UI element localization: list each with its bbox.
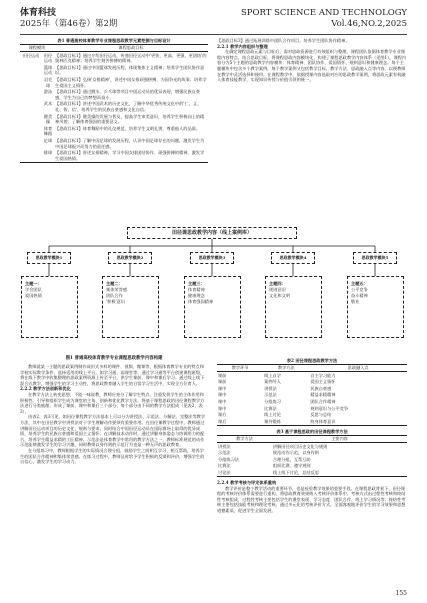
table3-cell: 规范动作示范，以身作则 bbox=[272, 450, 319, 456]
table-row bbox=[217, 385, 407, 392]
table1-cell-goal: 【思政目标1】通过中国篮球发展历程，体现集体主义精神；培养学生团队协作意识。 bbox=[55, 64, 205, 76]
table2-cell: 线上讨论 bbox=[264, 412, 281, 418]
table3-cell: 合理分组，互帮互助 bbox=[272, 456, 311, 462]
table3-col-content: 主要内容 bbox=[272, 435, 407, 443]
table-row bbox=[217, 463, 407, 470]
figure1-sub-2-line: 团队合作 bbox=[106, 293, 123, 298]
table2-cell: 自主学习能力 bbox=[310, 372, 336, 378]
table2-cell: 爱国主义情怀 bbox=[310, 379, 336, 385]
table2-cell: 课后 bbox=[218, 418, 227, 424]
figure1-sub-4 bbox=[265, 276, 322, 338]
figure1-module-3: 思政教学模块3 bbox=[190, 252, 234, 264]
left-paragraph-1: 教师就某一主题的思政案例制作成形式多样的课件、视频、微课等，根据体育教学专业的特点和学校实际教学条件，选择适用的线上平台，如学习通、雨课堂等，通过学习通等平台创建课程班级，将在线下教学中收集整理的思政案例资源上传至平台，供学生课前、课中和课后学习。通过线上线下混合式教学，增强学生的学习主动性，将思政教育融入学生的日常学习生活中，实现全方位育人。 bbox=[20, 364, 205, 386]
journal-header-left bbox=[20, 8, 117, 30]
table1-cell-module bbox=[20, 101, 42, 113]
table-row bbox=[20, 64, 208, 76]
table1-cell-module bbox=[20, 138, 42, 150]
figure1-sub-3-head: 主题三： bbox=[188, 281, 205, 286]
table1-col-goal: 课程思政目标 bbox=[54, 44, 208, 52]
table2 bbox=[217, 364, 407, 426]
figure1-sub-4-line: 文化和文明 bbox=[269, 293, 290, 298]
table-row bbox=[217, 450, 407, 457]
sec-2-2-1-text: 在确定课程思政元素与目标后，需对思政资源进行有效组织与整理。课程团队依据体育教学专业课程内容特点，结合思政目标，将课程思政内容模块化，构建了课程思政教学内容体系（见图1）。课程内容分为5个主题的思政教学内容模块：体育精神、团队协作、爱国情怀、规则意识和健康理念。每个主题模块中包含多个教学案例，每个教学案例又包括教学目标、教学方法、思政融入点等内容，以便教师在教学中灵活选择和使用。在课程教学中，依据授课内容选取对应的思政教学案例，将思政元素有机融入体育技能教学，实现知识传授与价值引领的统一。 bbox=[217, 49, 407, 83]
journal-name-en: SPORT SCIENCE AND TECHNOLOGY bbox=[240, 8, 407, 18]
figure1-sub-3-line: 体育强国精神 bbox=[188, 299, 214, 304]
table1-cell-sub: 篮球运动 bbox=[43, 64, 53, 76]
table2-cell: 规则意识与公平竞争 bbox=[310, 405, 349, 411]
table2-col-point: 思政融入点 bbox=[309, 364, 407, 372]
figure1-sub-3 bbox=[184, 276, 241, 338]
right-paragraph-2: 教学评价是整个教学活动的重要环节，也是检验教学效果的重要手段。在课程思政背景下，田径课程的考核评价体系需要进行重构，将思政教育效果纳入考核评价体系中。考核方式由过程性考核和终结性考核组成，过程性考核主要包括学生的课堂表现、学习态度、团队合作、线上学习情况等；终结性考核主要包括技能考核和理论考核。通过多元化的考核评价方式，全面客观地评价学生的学习效果和思想道德素质，促进学生全面发展。 bbox=[217, 485, 406, 514]
table2-cell: 课中 bbox=[218, 392, 227, 398]
figure1-sub-5-head: 主题五： bbox=[351, 281, 368, 286]
figure1-sub-1-line: 学会团队 bbox=[25, 287, 42, 292]
table2-cell: 终身体育意识 bbox=[310, 418, 336, 424]
figure1-sub-5-line: 公平竞争 bbox=[351, 287, 368, 292]
table1-cell-goal: 【思政目标1】通过跳水、乒乓球等项目中国运动员的优异表现，增强民族自豪感，学生为自己的梦想而奋斗。 bbox=[55, 89, 201, 100]
table2-cell: 线上自学 bbox=[264, 372, 281, 378]
table-row bbox=[20, 89, 208, 101]
figure1-sub-3-line: 体育精神 bbox=[188, 287, 205, 292]
table-row bbox=[20, 113, 208, 125]
table1-cell-module bbox=[20, 64, 42, 76]
table1-cell-module: 田径运动 bbox=[22, 52, 40, 58]
right-bottom-block bbox=[217, 358, 407, 586]
table2-title: 表2 田径课程思政教学方法 bbox=[286, 358, 338, 363]
sec-2-2-1-heading: 2.2.1 教学内容组织与整理 bbox=[217, 43, 268, 49]
table2-cell: 团队合作精神 bbox=[310, 399, 336, 405]
table2-cell: 示范法 bbox=[264, 392, 277, 398]
right-top-goal: 【思政目标3】通过拓展训练中团队合作项目，培养学生团队协作精神。 bbox=[217, 38, 350, 43]
table3-title: 表3 基于课程思政的田径课程教学方法 bbox=[276, 428, 348, 434]
table-row bbox=[217, 456, 407, 463]
table1-cell-goal: 【思政目标1】讲述女排精神，学习中国女排团结协作、顽强拼搏的精神，激发学生爱国热情。 bbox=[55, 150, 205, 161]
sec-2-2-4-heading: 2.2.4 教学考核与评定体系重构 bbox=[217, 480, 277, 486]
table-row bbox=[217, 418, 407, 425]
table2-cell: 课后 bbox=[218, 412, 227, 418]
table2-cell: 课前 bbox=[218, 379, 227, 385]
table2-cell: 课外锻炼 bbox=[264, 418, 281, 424]
journal-header-right bbox=[241, 8, 407, 30]
table-row bbox=[20, 77, 208, 89]
table1-cell-goal: 【思政目标1】通过介绍田径运动，传递田径运动中'更快、更高、更强、更团结'的奥林匹克精神；培养学生刻苦拼搏的精神。 bbox=[55, 52, 207, 64]
journal-name-cn: 体育科技 bbox=[20, 8, 57, 18]
table2-cell: 分组练习 bbox=[264, 399, 281, 405]
table1-cell-module bbox=[20, 113, 42, 125]
figure1-sub-3-line: 健康理念 bbox=[188, 293, 205, 298]
table1-cell-sub: 羽毛球 bbox=[43, 77, 53, 88]
figure1-module-4: 思政教学模块4 bbox=[271, 252, 315, 264]
figure1-sub-5-line: 奋斗精神 bbox=[351, 293, 368, 298]
table-row bbox=[217, 405, 407, 412]
table1-cell-goal: 【思政目标1】了解中国足球的发展历程，认识中国足球存在的问题，激发学生为中国足球振兴而努力的责任感。 bbox=[55, 138, 205, 149]
table1-cell-module bbox=[20, 150, 42, 163]
figure1-sub-5 bbox=[347, 276, 404, 338]
table-row bbox=[217, 443, 407, 450]
table-row bbox=[20, 125, 208, 137]
table2-cell: 课中 bbox=[218, 399, 227, 405]
left-paragraph-2: 在教学方法上转变思想，不能一味说教，教师应充分了解学生特点，注重发挥学生的主体作用和积极性。引导和组织学生成为课堂的主角，创新和优化教学方法。将基于课程思政的田径课程教学方法进行分类梳理，形成了课前、课中和课后三个部分，每个部分由不同的教学方法组成（见表2、表3）。 bbox=[20, 391, 205, 414]
figure1-sub-1 bbox=[21, 276, 78, 338]
table2-cell: 课中 bbox=[218, 405, 227, 411]
table2-cell: 讲授法 bbox=[264, 385, 277, 391]
table-row bbox=[20, 150, 208, 163]
table1-cell-sub: 武术 bbox=[43, 101, 53, 107]
table1-cell-module bbox=[20, 89, 42, 101]
figure1-sub-2-line: 集体荣誉感 bbox=[106, 287, 127, 292]
table1-cell-goal: 【思政目标1】讲述中国武术的历史文化，了解中华优秀传统文化中的'仁、义、礼、智、信'，培养学生的民族自豪感和文化自信。 bbox=[55, 101, 202, 113]
table-row bbox=[20, 101, 208, 113]
table1-cell-goal: 【思政目标1】健美操的发展与普及，提高学生审美意识，培养学生积极向上的精神风貌；了解体育强国的重要意义。 bbox=[55, 113, 205, 125]
table-row bbox=[217, 470, 407, 477]
sec-2-2-2-heading: 2.2.2 教学方法创新和优化 bbox=[20, 386, 71, 392]
figure1-sub-2-head: 主题二： bbox=[106, 281, 123, 286]
page-number: 155 bbox=[395, 590, 407, 597]
table3-col-method: 教学方法 bbox=[217, 435, 272, 443]
table3-cell: 讲解田径项目历史文化与规则 bbox=[272, 443, 328, 449]
figure1-sub-1-head: 主题一： bbox=[25, 281, 42, 286]
left-paragraph-4: 在分组练习中，教师根据学生的实际情况合理分组，鼓励学生之间相互学习、相互帮助，培养学生的团队合作精神和集体荣誉感。在练习过程中，教师及时给予学生积极的反馈和评价，增强学生的自信心，激发学生的学习动力。 bbox=[20, 447, 205, 465]
table1-cell-sub: 体育舞蹈 bbox=[43, 125, 53, 137]
table1-cell-sub: 田径运动 bbox=[43, 52, 53, 64]
left-paragraph-3: 由表2、表3可见，如田径课程教学方法基本上可以分为讲授法、示范法、分解法、完整法等教学方法，其中在田径教学中讲授法对于学生理解动作要领有重要作用。在田径课教学过程中，教师通过讲解田径运动项目的历史文化、规则与要求，同时结合中国田径运动员在国际赛场上取得的优异成绩，培养学生的民族自豪感和爱国主义情怀；在讲解技术动作时，通过讲解身体姿态与协调用力的配合，培养学生精益求精的工匠精神。示范法是体育教学中常用的教学方法之一，教师标准规范的动作示范能够激发学生的学习兴趣，同时教师以身作则的示范行为也是一种无声的思政教育。 bbox=[20, 414, 206, 448]
table2-col-method: 教学方法 bbox=[263, 364, 309, 372]
table1-cell-sub: 游泳 bbox=[43, 89, 53, 95]
figure1-sub-2 bbox=[102, 276, 159, 338]
table2-cell: 课前 bbox=[218, 372, 227, 378]
table3-cell: 讨论法 bbox=[218, 470, 231, 475]
figure1-caption: 图1 普通高校体育教学专业课程思政教学内容构建 bbox=[65, 356, 163, 361]
table3-cell: 组织比赛，遵守规则 bbox=[272, 463, 311, 469]
table-row bbox=[217, 412, 407, 419]
right-top-block bbox=[217, 38, 407, 218]
table2-cell: 精益求精精神 bbox=[310, 392, 336, 398]
table-row bbox=[217, 399, 407, 406]
table1-col-module: 课程模块 bbox=[20, 44, 54, 52]
table2-cell: 反思与总结 bbox=[310, 412, 332, 418]
table3 bbox=[217, 435, 407, 478]
table1-cell-goal: 【思政目标1】体育舞蹈中的礼仪规范，培养学生文明礼貌、尊重他人的品质。 bbox=[55, 125, 201, 131]
table3-cell: 线上线下讨论，总结反思 bbox=[272, 470, 319, 475]
figure1-diagram bbox=[20, 222, 407, 352]
table3-cell: 讲授法 bbox=[218, 443, 231, 449]
issue-cn: 2025年（第46卷）第2期 bbox=[20, 19, 118, 29]
table3-cell: 比赛法 bbox=[218, 463, 231, 469]
table3-cell: 分组练习法 bbox=[218, 456, 239, 462]
figure1-module-2: 思政教学模块2 bbox=[108, 252, 152, 264]
table-row bbox=[217, 392, 407, 399]
table-row bbox=[20, 52, 208, 65]
issue-en: Vol.46,NO.2,2025 bbox=[331, 19, 407, 29]
figure1-sub-4-line: 规则意识 bbox=[269, 287, 286, 292]
table1-cell-module bbox=[20, 125, 42, 137]
table2-cell: 课中 bbox=[218, 385, 227, 391]
figure1-sub-4-head: 主题四： bbox=[269, 281, 286, 286]
table3-cell: 示范法 bbox=[218, 450, 231, 456]
table1 bbox=[20, 44, 208, 163]
table-row bbox=[217, 379, 407, 386]
table1-cell-sub: 健美操 bbox=[43, 113, 53, 125]
figure1-sub-1-line: 爱国热情 bbox=[25, 293, 42, 298]
table2-cell: 案例导入 bbox=[264, 379, 281, 385]
table2-cell: 比赛法 bbox=[264, 405, 277, 411]
figure1-sub-5-line: 敬业 bbox=[351, 299, 360, 304]
figure1-root: 田径课思政教学内容（线上案例库） bbox=[127, 227, 297, 239]
table-row bbox=[20, 138, 208, 150]
figure1-module-5: 思政教学模块5 bbox=[353, 252, 397, 264]
left-bottom-block bbox=[20, 364, 208, 586]
table1-cell-sub: 排球 bbox=[43, 150, 53, 156]
table1-block bbox=[20, 38, 208, 218]
table1-cell-goal: 【思政目标1】弘扬'女排精神'，讲述中国女排顽强拼搏、为国争光的故事；培养学生爱国主义情怀。 bbox=[55, 77, 207, 88]
figure1-module-1: 思政教学模块1 bbox=[27, 252, 71, 264]
table1-cell-module bbox=[20, 77, 42, 89]
table-row bbox=[217, 372, 407, 379]
table1-title: 表1 普通高校体育教学专业课程思政教学元素挖掘与目标设计 bbox=[57, 38, 171, 43]
table2-cell: 民族自豪感 bbox=[310, 385, 332, 391]
table2-col-stage: 教学环节 bbox=[217, 364, 263, 372]
figure1-sub-2-line: '积极'意识 bbox=[106, 299, 126, 304]
header-rule bbox=[20, 34, 407, 35]
table1-cell-sub: 足球 bbox=[43, 138, 53, 143]
